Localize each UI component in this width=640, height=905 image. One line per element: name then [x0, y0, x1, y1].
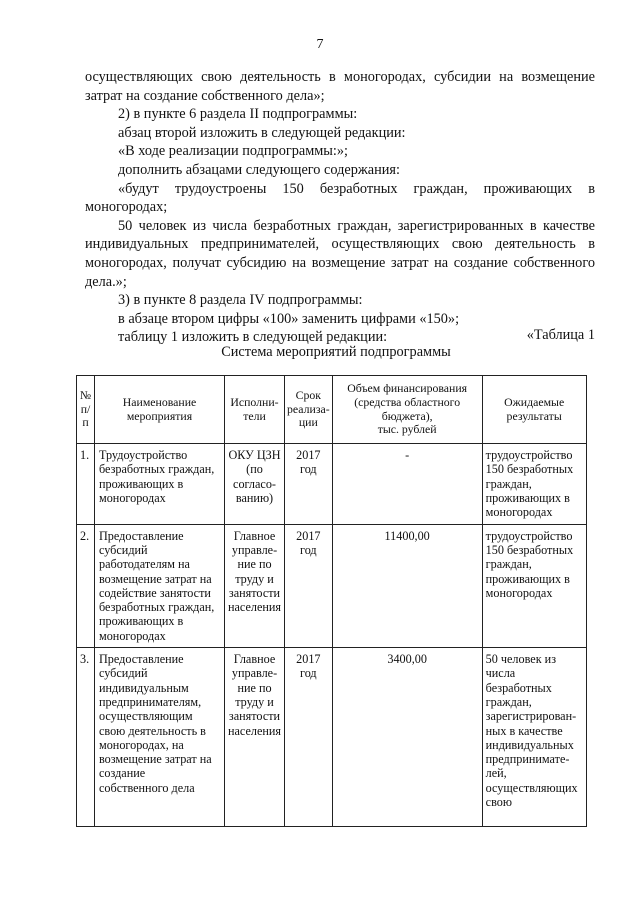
paragraph: таблицу 1 изложить в следующей редакции:	[118, 329, 388, 346]
table-title: Система мероприятий подпрограммы	[221, 344, 451, 360]
cell-name: Предоставление субсидий индивидуальным предпринимателям, осуществляющим свою деятельность в моногородах, на возмещение затрат на создание собственного дела	[95, 648, 225, 827]
table-reference: «Таблица 1	[526, 327, 595, 343]
paragraph: 2) в пункте 6 раздела II подпрограммы:	[118, 106, 358, 123]
cell-term: 2017 год	[285, 444, 333, 524]
page-number: 7	[316, 37, 324, 52]
cell-financing: 3400,00	[332, 648, 482, 827]
cell-executor: Главное управле- ние по труду и занятости населения	[225, 648, 285, 827]
body-text	[85, 68, 595, 347]
cell-term: 2017 год	[285, 524, 333, 647]
paragraph: «будут трудоустроены 150 безработных граждан, проживающих в моногородах;	[85, 180, 595, 216]
cell-financing: -	[332, 444, 482, 524]
cell-name: Предоставление субсидий работодателям на возмещение затрат на содействие занятости безработных граждан, проживающих в моногородах	[95, 524, 225, 647]
paragraph: 50 человек из числа безработных граждан, зарегистрированных в качестве индивидуальных предпринимателей, осуществляющих свою деятельность в моногородах, получат субсидию на возмещение затрат на создание собственного дела.»;	[85, 217, 595, 290]
paragraph: «В ходе реализации подпрограммы:»;	[118, 143, 348, 160]
table-row	[77, 444, 587, 524]
cell-num: 1.	[77, 444, 95, 524]
cell-executor: Главное управле- ние по труду и занятости населения	[225, 524, 285, 647]
table-row	[77, 648, 587, 827]
paragraph: 3) в пункте 8 раздела IV подпрограммы:	[118, 292, 363, 309]
table-row	[77, 524, 587, 647]
cell-result: трудоустройство 150 безработных граждан, проживающих в моногородах	[482, 524, 586, 647]
cell-term: 2017 год	[285, 648, 333, 827]
header-num: № п/п	[77, 376, 95, 444]
cell-num: 2.	[77, 524, 95, 647]
cell-result: трудоустройство 150 безработных граждан, проживающих в моногородах	[482, 444, 586, 524]
cell-name: Трудоустройство безработных граждан, проживающих в моногородах	[95, 444, 225, 524]
measures-table	[76, 375, 587, 827]
table-header-row	[77, 376, 587, 444]
paragraph: в абзаце втором цифры «100» заменить цифрами «150»;	[118, 310, 460, 327]
paragraph: абзац второй изложить в следующей редакции:	[118, 124, 406, 141]
cell-num: 3.	[77, 648, 95, 827]
header-result: Ожидаемые результаты	[482, 376, 586, 444]
cell-result: 50 человек из числа безработных граждан, зарегистрирован- ных в качестве индивидуальных предпринимате- лей, осуществляющих свою	[482, 648, 586, 827]
paragraph: дополнить абзацами следующего содержания:	[118, 161, 400, 178]
paragraph: осуществляющих свою деятельность в моногородах, субсидии на возмещение затрат на создание собственного дела»;	[85, 69, 595, 104]
cell-financing: 11400,00	[332, 524, 482, 647]
cell-executor: ОКУ ЦЗН (по согласо- ванию)	[225, 444, 285, 524]
header-executor: Исполни- тели	[225, 376, 285, 444]
header-name: Наименование мероприятия	[95, 376, 225, 444]
header-financing: Объем финансирования (средства областного бюджета), тыс. рублей	[332, 376, 482, 444]
header-term: Срок реализа- ции	[285, 376, 333, 444]
